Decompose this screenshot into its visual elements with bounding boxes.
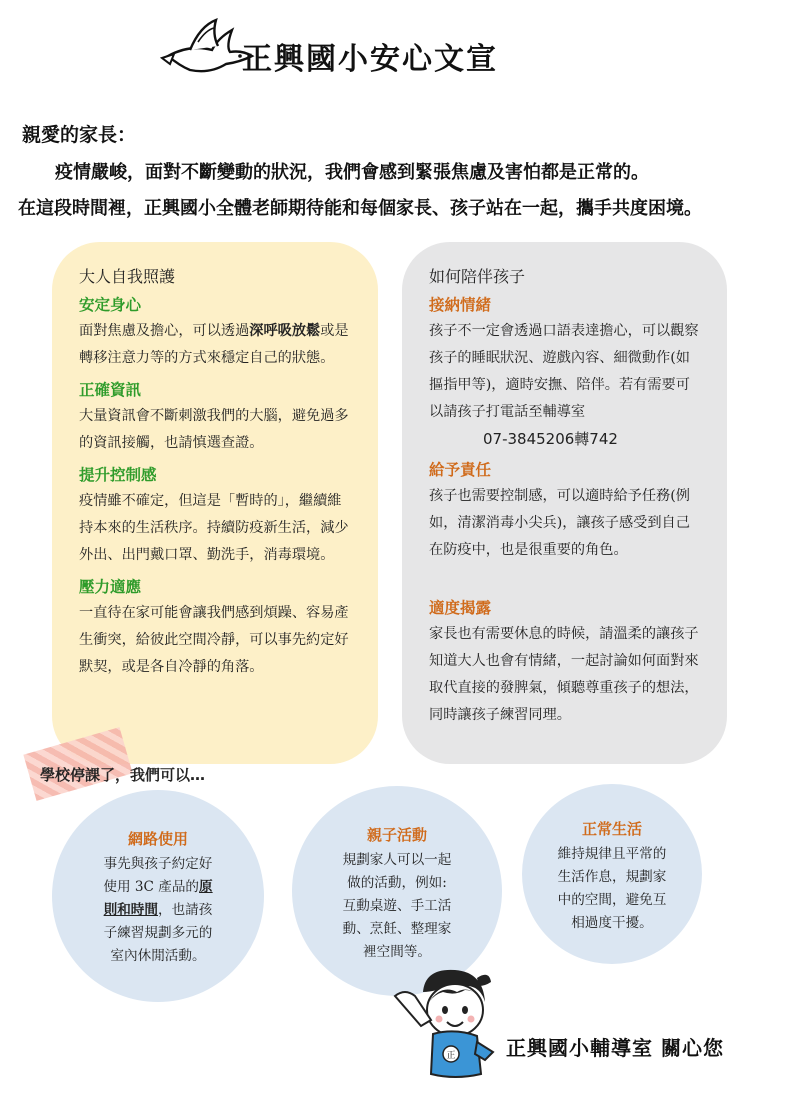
circle-title: 網路使用 — [127, 830, 188, 848]
section-text: 孩子不一定會透過口語表達擔心，可以觀察孩子的睡眠狀況、遊戲內容、細微動作(如摳指甲等)，適時安撫、陪伴。若有需要可以請孩子打電話至輔導室 — [429, 323, 699, 420]
section-title: 接納情緒 — [429, 296, 492, 314]
school-closure-caption: 學校停課了，我們可以… — [40, 766, 206, 784]
mascot-icon — [385, 962, 505, 1082]
dove-icon — [160, 16, 255, 78]
section-title: 安定身心 — [79, 296, 142, 314]
card-heading: 大人自我照護 — [79, 267, 176, 286]
section-text: 孩子也需要控制感，可以適時給予任務(例如，清潔消毒小尖兵)，讓孩子感受到自己在防疫中，也是很重要的角色。 — [429, 488, 690, 558]
header — [160, 14, 580, 84]
circle-title: 親子活動 — [366, 826, 427, 844]
section-text: 大量資訊會不斷刺激我們的大腦，避免過多的資訊接觸，也請慎選查證。 — [79, 408, 349, 451]
card-heading: 如何陪伴孩子 — [429, 267, 526, 286]
svg-text:正: 正 — [446, 1051, 456, 1061]
circle-text: 維持規律且平常的 生活作息，規劃家 中的空間，避免互 相過度干擾。 — [557, 846, 667, 931]
accompany-children-card — [402, 242, 727, 764]
salutation: 親愛的家長： — [22, 124, 137, 146]
section-title: 壓力適應 — [79, 578, 142, 596]
section-text: 面對焦慮及擔心，可以透過深呼吸放鬆或是轉移注意力等的方式來穩定自己的狀態。 — [79, 323, 349, 366]
page-title: 正興國小安心文宣 — [242, 42, 498, 77]
circle-text: 事先與孩子約定好 使用 3C 產品的原 則和時間，也請孩 子練習規劃多元的 室內休閒活動。 — [103, 856, 213, 964]
circle-title: 正常生活 — [581, 820, 642, 838]
circle-text: 規劃家人可以一起 做的活動，例如: 互動桌遊、手工活 動、烹飪、整理家 裡空間等。 — [342, 852, 452, 960]
signature: 正興國小輔導室 關心您 — [506, 1036, 724, 1060]
section-text: 疫情雖不確定，但這是「暫時的」，繼續維持本來的生活秩序。持續防疫新生活，減少外出、出門戴口罩、勤洗手，消毒環境。 — [79, 493, 349, 563]
greeting-line-2: 在這段時間裡，正興國小全體老師期待能和每個家長、孩子站在一起，攜手共度困境。 — [18, 198, 702, 219]
normal-life-circle — [522, 784, 702, 964]
section-title: 正確資訊 — [79, 381, 142, 399]
section-title: 提升控制感 — [79, 466, 157, 484]
section-title: 給予責任 — [429, 461, 492, 479]
section-text: 一直待在家可能會讓我們感到煩躁、容易產生衝突，給彼此空間冷靜，可以事先約定好默契，或是各自冷靜的角落。 — [79, 605, 349, 675]
section-text: 家長也有需要休息的時候，請溫柔的讓孩子知道大人也會有情緒，一起討論如何面對來取代直接的發脾氣，傾聽尊重孩子的想法，同時讓孩子練習同理。 — [429, 626, 699, 723]
internet-use-circle — [52, 790, 264, 1002]
adult-self-care-card — [52, 242, 378, 764]
section-title: 適度揭露 — [429, 599, 492, 617]
counseling-phone: 07-3845206轉742 — [483, 430, 618, 448]
greeting-line-1: 疫情嚴峻，面對不斷變動的狀況，我們會感到緊張焦慮及害怕都是正常的。 — [55, 162, 649, 183]
